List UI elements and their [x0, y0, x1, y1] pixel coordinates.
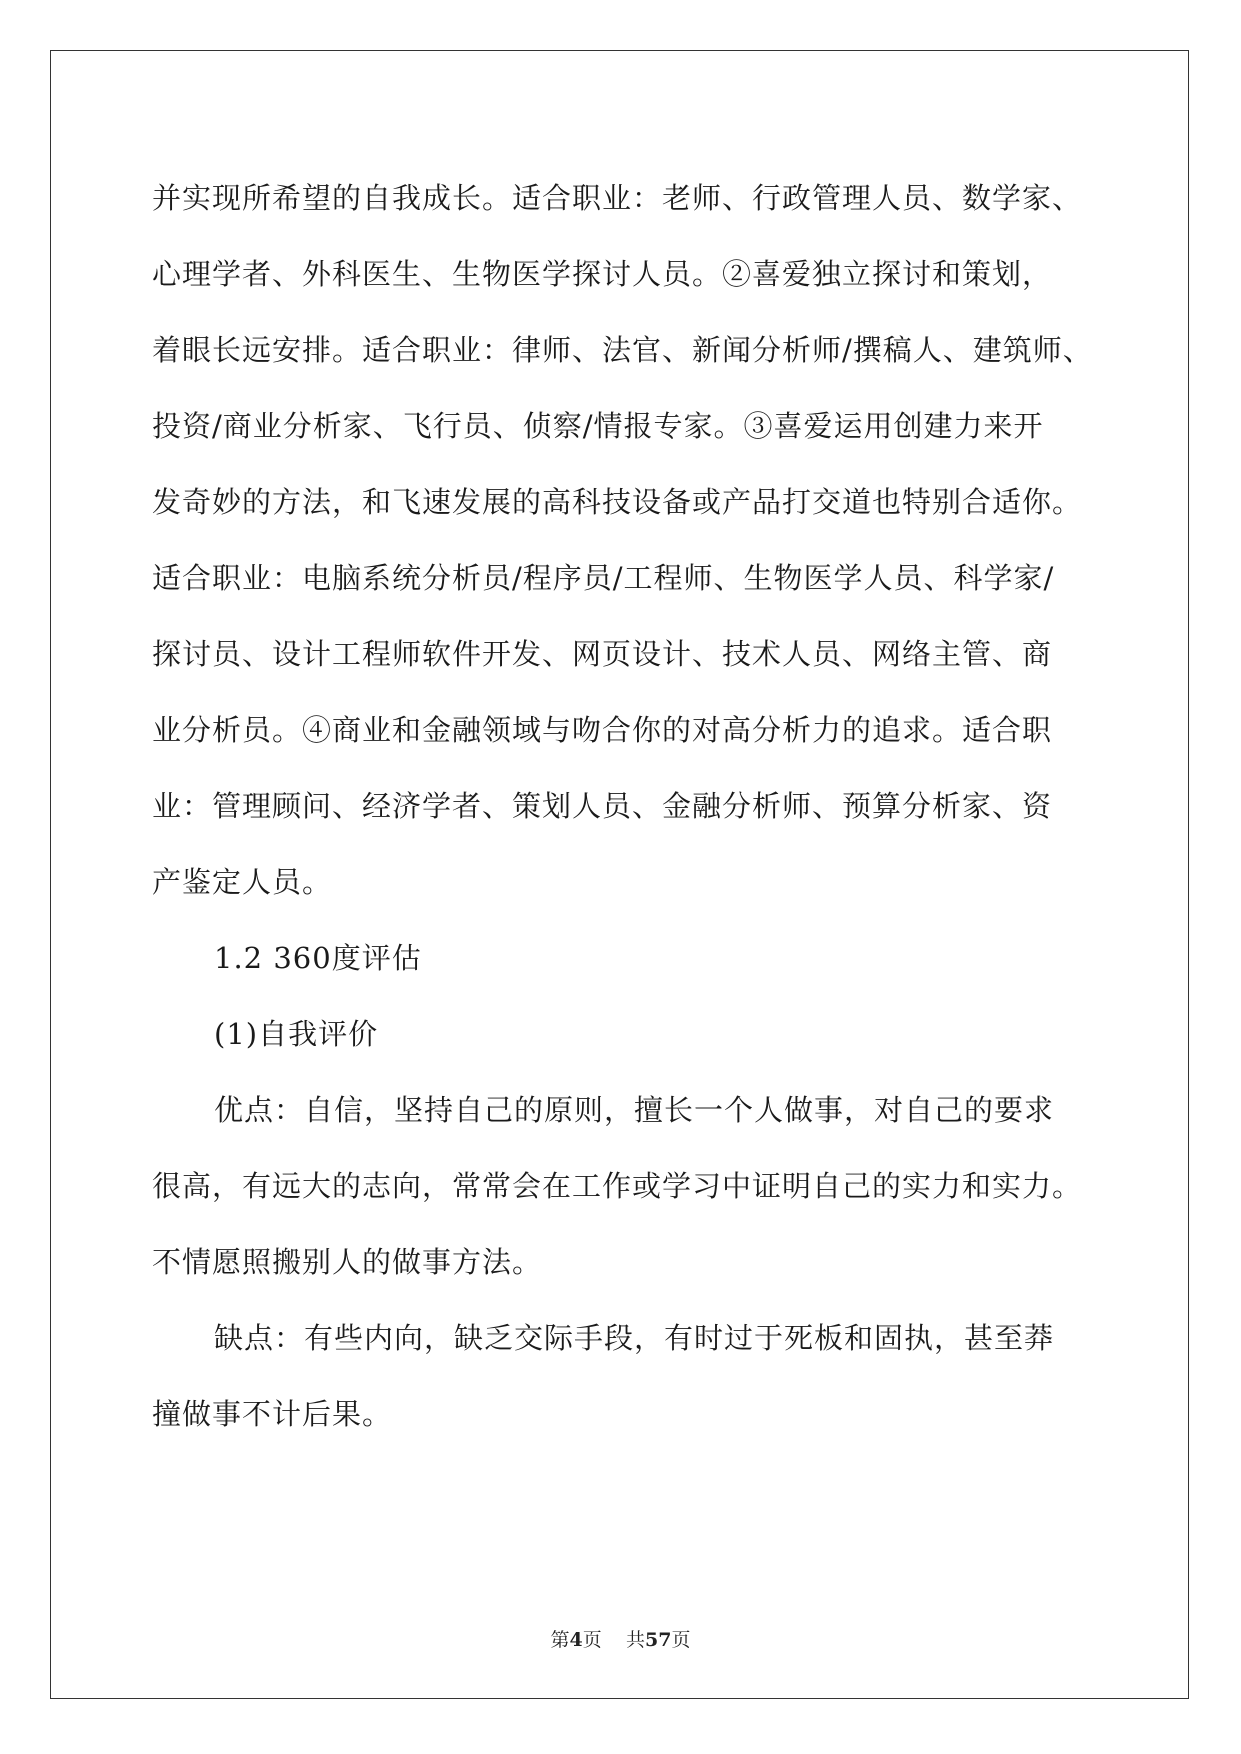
text-line: 并实现所希望的自我成长。适合职业：老师、行政管理人员、数学家、 — [152, 181, 1083, 215]
footer-page-unit: 页 — [582, 1629, 602, 1651]
text-line: 业：管理顾问、经济学者、策划人员、金融分析师、预算分析家、资 — [152, 789, 1053, 823]
footer-total-unit: 页 — [671, 1629, 691, 1651]
text-line: 探讨员、设计工程师软件开发、网页设计、技术人员、网络主管、商 — [152, 637, 1053, 671]
text-line: 适合职业：电脑系统分析员/程序员/工程师、生物医学人员、科学家/ — [152, 561, 1055, 595]
document-body — [152, 160, 1092, 1452]
text-line: 心理学者、外科医生、生物医学探讨人员。②喜爱独立探讨和策划， — [152, 257, 1053, 291]
total-page-count: 57 — [644, 1629, 672, 1651]
text-line: 撞做事不计后果。 — [152, 1397, 393, 1431]
text-line: 投资/商业分析家、飞行员、侦察/情报专家。③喜爱运用创建力来开 — [152, 409, 1044, 443]
text-line: 着眼长远安排。适合职业：律师、法官、新闻分析师/撰稿人、建筑师、 — [152, 333, 1093, 367]
text-line: 缺点：有些内向，缺乏交际手段，有时过于死板和固执，甚至莽 — [214, 1321, 1055, 1355]
text-line: 很高，有远大的志向，常常会在工作或学习中证明自己的实力和实力。 — [152, 1169, 1083, 1203]
text-line: 产鉴定人员。 — [152, 865, 333, 899]
footer-prefix: 第 — [550, 1629, 570, 1651]
current-page-number: 4 — [569, 1629, 583, 1651]
text-line: 业分析员。④商业和金融领域与吻合你的对高分析力的追求。适合职 — [152, 713, 1053, 747]
text-line: 发奇妙的方法，和飞速发展的高科技设备或产品打交道也特别合适你。 — [152, 485, 1083, 519]
page-number-footer — [0, 1625, 1241, 1652]
subsection-heading: (1)自我评价 — [214, 1017, 379, 1051]
text-line: 优点：自信，坚持自己的原则，擅长一个人做事，对自己的要求 — [214, 1093, 1055, 1127]
text-line: 不情愿照搬别人的做事方法。 — [152, 1245, 543, 1279]
section-heading: 1.2 360度评估 — [214, 941, 422, 975]
footer-total-prefix: 共 — [625, 1629, 645, 1651]
